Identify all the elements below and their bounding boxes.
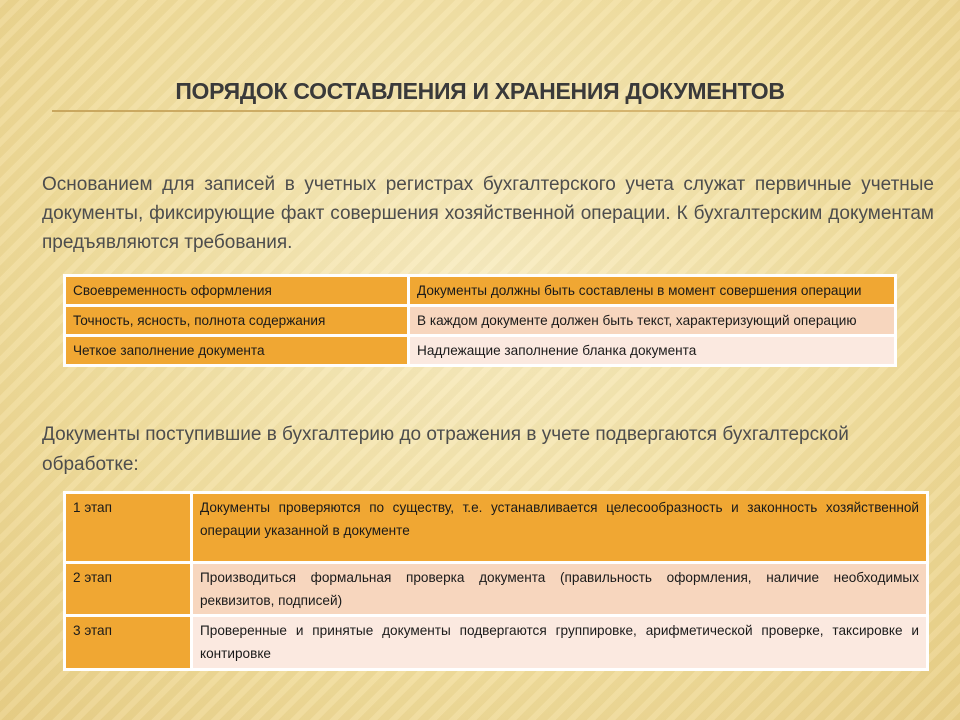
intro-paragraph: Основанием для записей в учетных регистрах бухгалтерского учета служат первичные учетные документы, фиксирующие факт совершения хозяйственной операции. К бухгалтерским документам предъявляются требования. xyxy=(42,174,934,253)
stage-label: 3 этап xyxy=(65,616,192,670)
processing-paragraph: Документы поступившие в бухгалтерию до отражения в учете подвергаются бухгалтерской обработке: xyxy=(42,424,849,475)
requirement-name: Своевременность оформления xyxy=(65,276,409,306)
stage-description: Производиться формальная проверка документа (правильность оформления, наличие необходимых реквизитов, подписей) xyxy=(192,563,928,616)
requirement-description: Документы должны быть составлены в момент совершения операции xyxy=(409,276,896,306)
table-row xyxy=(65,336,896,366)
stage-description: Документы проверяются по существу, т.е. устанавливается целесообразность и законность хозяйственной операции указанной в документе xyxy=(192,493,928,563)
stages-table xyxy=(63,491,929,671)
title-divider xyxy=(52,110,960,112)
table-row xyxy=(65,276,896,306)
stage-label: 1 этап xyxy=(65,493,192,563)
table-row xyxy=(65,563,928,616)
page-title: ПОРЯДОК СОСТАВЛЕНИЯ И ХРАНЕНИЯ ДОКУМЕНТОВ xyxy=(175,78,785,104)
stage-label: 2 этап xyxy=(65,563,192,616)
table-row xyxy=(65,493,928,563)
requirements-table xyxy=(63,274,897,367)
requirement-name: Точность, ясность, полнота содержания xyxy=(65,306,409,336)
requirement-name: Четкое заполнение документа xyxy=(65,336,409,366)
table-row xyxy=(65,306,896,336)
stage-description: Проверенные и принятые документы подвергаются группировке, арифметической проверке, таксировке и контировке xyxy=(192,616,928,670)
table-row xyxy=(65,616,928,670)
requirement-description: В каждом документе должен быть текст, характеризующий операцию xyxy=(409,306,896,336)
requirement-description: Надлежащие заполнение бланка документа xyxy=(409,336,896,366)
